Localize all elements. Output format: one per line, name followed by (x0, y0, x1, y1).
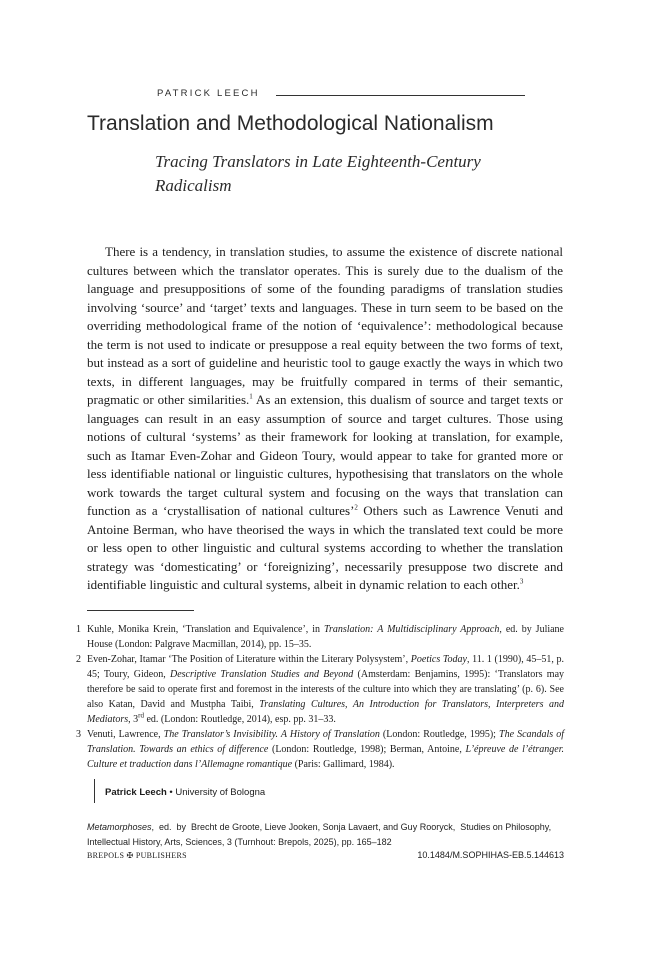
publication-line-2: Intellectual History, Arts, Sciences, 3 (Turnhout: Brepols, 2025), pp. 165–182 (87, 837, 392, 847)
footnote-text: , 3 (128, 714, 139, 725)
footnote-italic: The Translator’s Invisibility. A History of Translation (163, 729, 380, 740)
footnote-italic: L’épreuve de l’étranger. Culture et traduction dans l’Allemagne romantique (87, 744, 565, 770)
publication-info (87, 820, 567, 850)
footnote-italic: Poetics Today (410, 654, 467, 665)
body-paragraph (87, 243, 563, 595)
footnote-number: 2 (76, 654, 81, 665)
footnote-text: ed. (London: Routledge, 2014), esp. pp. 31–33. (143, 714, 336, 725)
publication-editors: , ed. by Brecht de Groote, Lieve Jooken, Sonja Lavaert, and Guy Rooryck, Studies on Philosophy, (151, 822, 552, 832)
publisher-logo-text: BREPOLS ✠ PUBLISHERS (87, 851, 187, 860)
author-affiliation (105, 787, 265, 798)
footnote-text: Venuti, Lawrence, (87, 729, 164, 740)
footnote-text: (Paris: Gallimard, 1984). (292, 759, 395, 770)
affiliation-separator: • (166, 787, 176, 798)
footnote-text: Even-Zohar, Itamar ‘The Position of Literature within the Literary Polysystem’, (87, 654, 411, 665)
body-text-part-1: There is a tendency, in translation studies, to assume the existence of discrete national cultures between which the translator operates. This is surely due to the dualism of the language and presuppositions of some of the founding paradigms of translation studies involving ‘source’ and ‘target’ texts and languages. These in turn seem to be based on the overriding methodological frame of the notion of ‘equivalence’: methodological because the term is not used to indicate or presuppose a real equity between the two forms of text, but instead as a sort of guideline and heuristic tool to gauge exactly the ways in which two texts, in different languages, may be fruitfully compared in terms of their semantic, pragmatic or other similarities. (87, 244, 563, 407)
affiliation-bar (94, 779, 95, 803)
article-title: Translation and Methodological Nationalism (87, 112, 494, 135)
footnote-text: (London: Routledge, 1998); Berman, Antoine, (268, 744, 466, 755)
affiliation-author-name: Patrick Leech (105, 787, 167, 798)
footnote-ref-3[interactable]: 3 (519, 577, 524, 586)
affiliation-institution: University of Bologna (175, 787, 266, 798)
footnote-superscript: rd (138, 711, 144, 720)
footnote-number: 1 (76, 624, 81, 635)
body-text-part-3: Others such as Lawrence Venuti and Antoine Berman, who have theorised the ways in which the translated text could be more or less open to other linguistic and cultural systems according to whether the translation strategy was ‘domesticating’ or ‘foreignizing’, necessarily presuppose two discrete and identifiable linguistic and cultural systems, albeit in dynamic relation to each other. (87, 503, 563, 592)
publication-line-1 (87, 820, 567, 835)
footnote-text: , ed. by Juliane House (London: Palgrave Macmillan, 2014), pp. 15–35. (87, 624, 564, 650)
header-rule (276, 95, 525, 96)
article-subtitle: Tracing Translators in Late Eighteenth-Century Radicalism (155, 152, 481, 195)
footnote-1 (76, 622, 564, 652)
footnote-italic: Translation: A Multidisciplinary Approach (323, 624, 500, 635)
footnote-3 (76, 727, 564, 772)
footnote-text: Kuhle, Monika Krein, ‘Translation and Equivalence’, in (87, 624, 324, 635)
body-text-part-2: As an extension, this dualism of source and target texts or languages can result in an easy assumption of source and target cultures. Those using notions of cultural ‘systems’ as their framework for looking at translation, for example, such as Itamar Even-Zohar and Gideon Toury, would appear to take for granted more or less identifiable national or linguistic cultures, hypothesising that translators on the whole work towards the target cultural system and focusing on the ways that translation can function as a ‘crystallisation of national cultures’ (87, 392, 563, 518)
footnote-rule (87, 610, 194, 611)
running-head-author: PATRICK LEECH (157, 88, 260, 99)
footnote-italic: Descriptive Translation Studies and Beyond (170, 669, 354, 680)
footnote-text: (London: Routledge, 1995); (379, 729, 500, 740)
footnote-italic: Translating Cultures, An Introduction for Translators, Interpreters and Mediators (87, 699, 564, 725)
footnotes-list (76, 622, 564, 772)
footnote-text: , 11. 1 (1990), 45–51, p. 45; Toury, Gideon, (87, 654, 564, 680)
footnote-2 (76, 652, 564, 727)
footnote-number: 3 (76, 729, 81, 740)
footnote-ref-2[interactable]: 2 (354, 503, 358, 512)
footnote-italic: The Scandals of Translation. Towards an ethics of difference (87, 729, 565, 755)
journal-title: Metamorphoses (87, 822, 152, 832)
footnote-ref-1[interactable]: 1 (249, 392, 253, 401)
footnote-text: (Amsterdam: Benjamins, 1995): ‘Translators may therefore be said to operate first and foremost in the interests of the culture into which they are translating’ (p. 6). See also Katan, David and Mustpha Taibi, (87, 669, 565, 710)
doi-link[interactable]: 10.1484/M.SOPHIHAS-EB.5.144613 (417, 850, 564, 860)
